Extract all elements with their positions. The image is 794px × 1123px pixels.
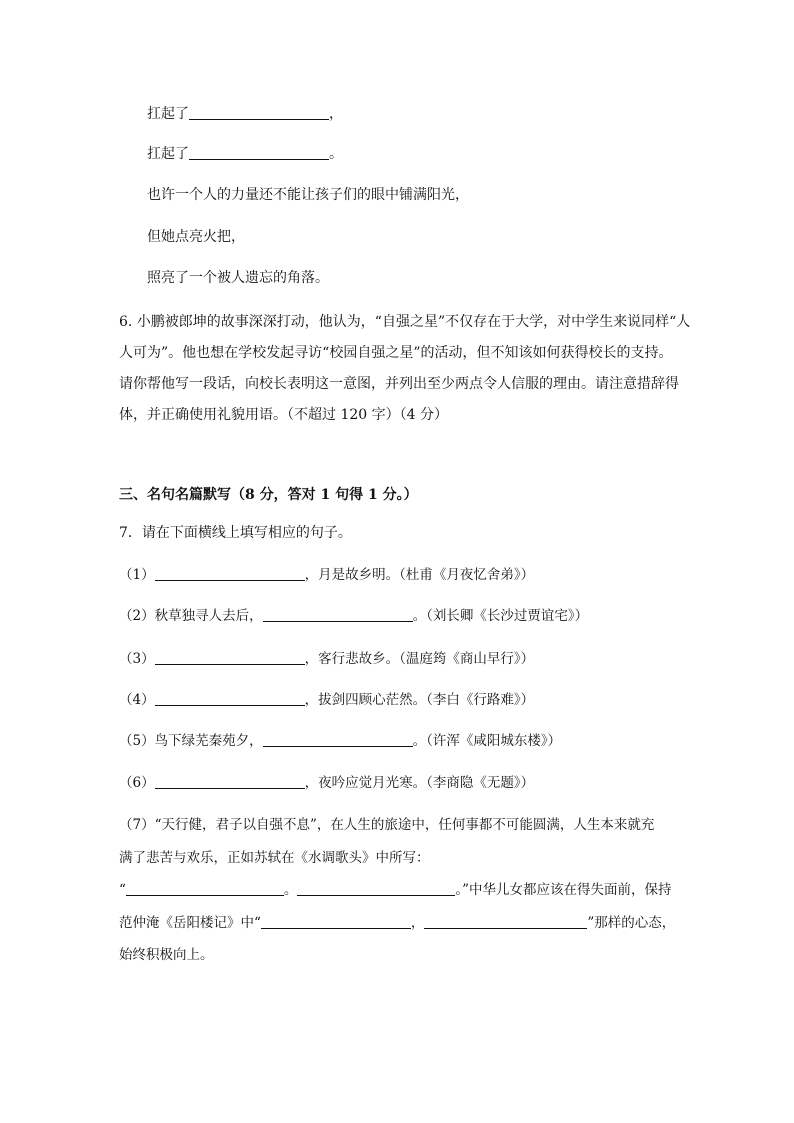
item-number: （4）	[119, 692, 155, 708]
q7-item-7-line-4	[119, 913, 675, 933]
text-fragment: 。	[283, 882, 298, 898]
answer-blank[interactable]	[297, 881, 455, 896]
q7-item-7-line-3	[119, 880, 672, 900]
poem-line-2-prefix: 扛起了	[147, 146, 189, 162]
text-fragment: ，	[410, 915, 425, 931]
open-quote: “	[119, 882, 126, 898]
answer-blank[interactable]	[155, 691, 305, 706]
answer-blank[interactable]	[424, 914, 587, 929]
answer-blank[interactable]	[189, 105, 329, 120]
poem-line-1-suffix: ，	[329, 106, 343, 122]
q6-line-1: 6. 小鹏被郎坤的故事深深打动，他认为，“自强之星”不仅存在于大学，对中学生来说同样“人	[119, 314, 691, 330]
item-number: （5）	[119, 733, 155, 749]
q7-item-7-line-5: 始终积极向上。	[119, 947, 214, 963]
q6-line-2: 人可为”。他也想在学校发起寻访“校园自强之星”的活动，但不知该如何获得校长的支持。	[119, 345, 673, 361]
answer-blank[interactable]	[263, 732, 413, 747]
answer-blank[interactable]	[155, 650, 305, 665]
item-text-after: ，客行悲故乡。（温庭筠《商山早行》）	[304, 651, 535, 667]
item-text-after: ，月是故乡明。（杜甫《月夜忆舍弟》）	[304, 567, 535, 583]
answer-blank[interactable]	[155, 774, 305, 789]
q7-item-5	[119, 731, 561, 751]
item-text-before: 秋草独寻人去后，	[154, 608, 263, 624]
q6-line-4: 体，并正确使用礼貌用语。（不超过 120 字）（4 分）	[119, 407, 448, 423]
item-text-after: ，拔剑四顾心茫然。（李白《行路难》）	[304, 692, 535, 708]
q7-item-3	[119, 649, 534, 669]
q7-item-4	[119, 690, 534, 710]
item-text-before: 鸟下绿芜秦苑夕，	[154, 733, 263, 749]
poem-line-4: 但她点亮火把，	[147, 229, 245, 245]
poem-line-2	[147, 144, 343, 164]
poem-line-1-prefix: 扛起了	[147, 106, 189, 122]
section-3-heading: 三、名句名篇默写（8 分，答对 1 句得 1 分。）	[119, 487, 418, 503]
text-fragment: 范仲淹《岳阳楼记》中“	[119, 915, 261, 931]
poem-line-5: 照亮了一个被人遗忘的角落。	[147, 270, 329, 286]
text-fragment: ”那样的心态，	[587, 915, 676, 931]
poem-line-1	[147, 104, 343, 124]
q7-item-7-line-1: （7）“天行健，君子以自强不息”，在人生的旅途中，任何事都不可能圆满，人生本来就充	[119, 817, 655, 833]
q7-item-6	[119, 773, 534, 793]
answer-blank[interactable]	[126, 881, 284, 896]
text-fragment: 。”中华儿女都应该在得失面前，保持	[455, 882, 672, 898]
q7-intro: 7．请在下面横线上填写相应的句子。	[119, 525, 352, 541]
q7-item-2	[119, 606, 588, 626]
item-number: （1）	[119, 567, 155, 583]
answer-blank[interactable]	[155, 566, 305, 581]
item-number: （2）	[119, 608, 155, 624]
q6-line-3: 请你帮他写一段话，向校长表明这一意图，并列出至少两点令人信服的理由。请注意措辞得	[119, 376, 679, 392]
answer-blank[interactable]	[263, 607, 413, 622]
poem-line-3: 也许一个人的力量还不能让孩子们的眼中铺满阳光，	[147, 187, 469, 203]
item-text-after: 。（刘长卿《长沙过贾谊宅》）	[412, 608, 589, 624]
item-number: （6）	[119, 775, 155, 791]
q7-item-1	[119, 565, 534, 585]
item-text-after: 。（许浑《咸阳城东楼》）	[412, 733, 562, 749]
q7-item-7-line-2: 满了悲苦与欢乐，正如苏轼在《水调歌头》中所写：	[119, 850, 430, 866]
answer-blank[interactable]	[261, 914, 411, 929]
poem-line-2-suffix: 。	[329, 146, 343, 162]
item-number: （3）	[119, 651, 155, 667]
answer-blank[interactable]	[189, 145, 329, 160]
item-text-after: ，夜吟应觉月光寒。（李商隐《无题》）	[304, 775, 535, 791]
